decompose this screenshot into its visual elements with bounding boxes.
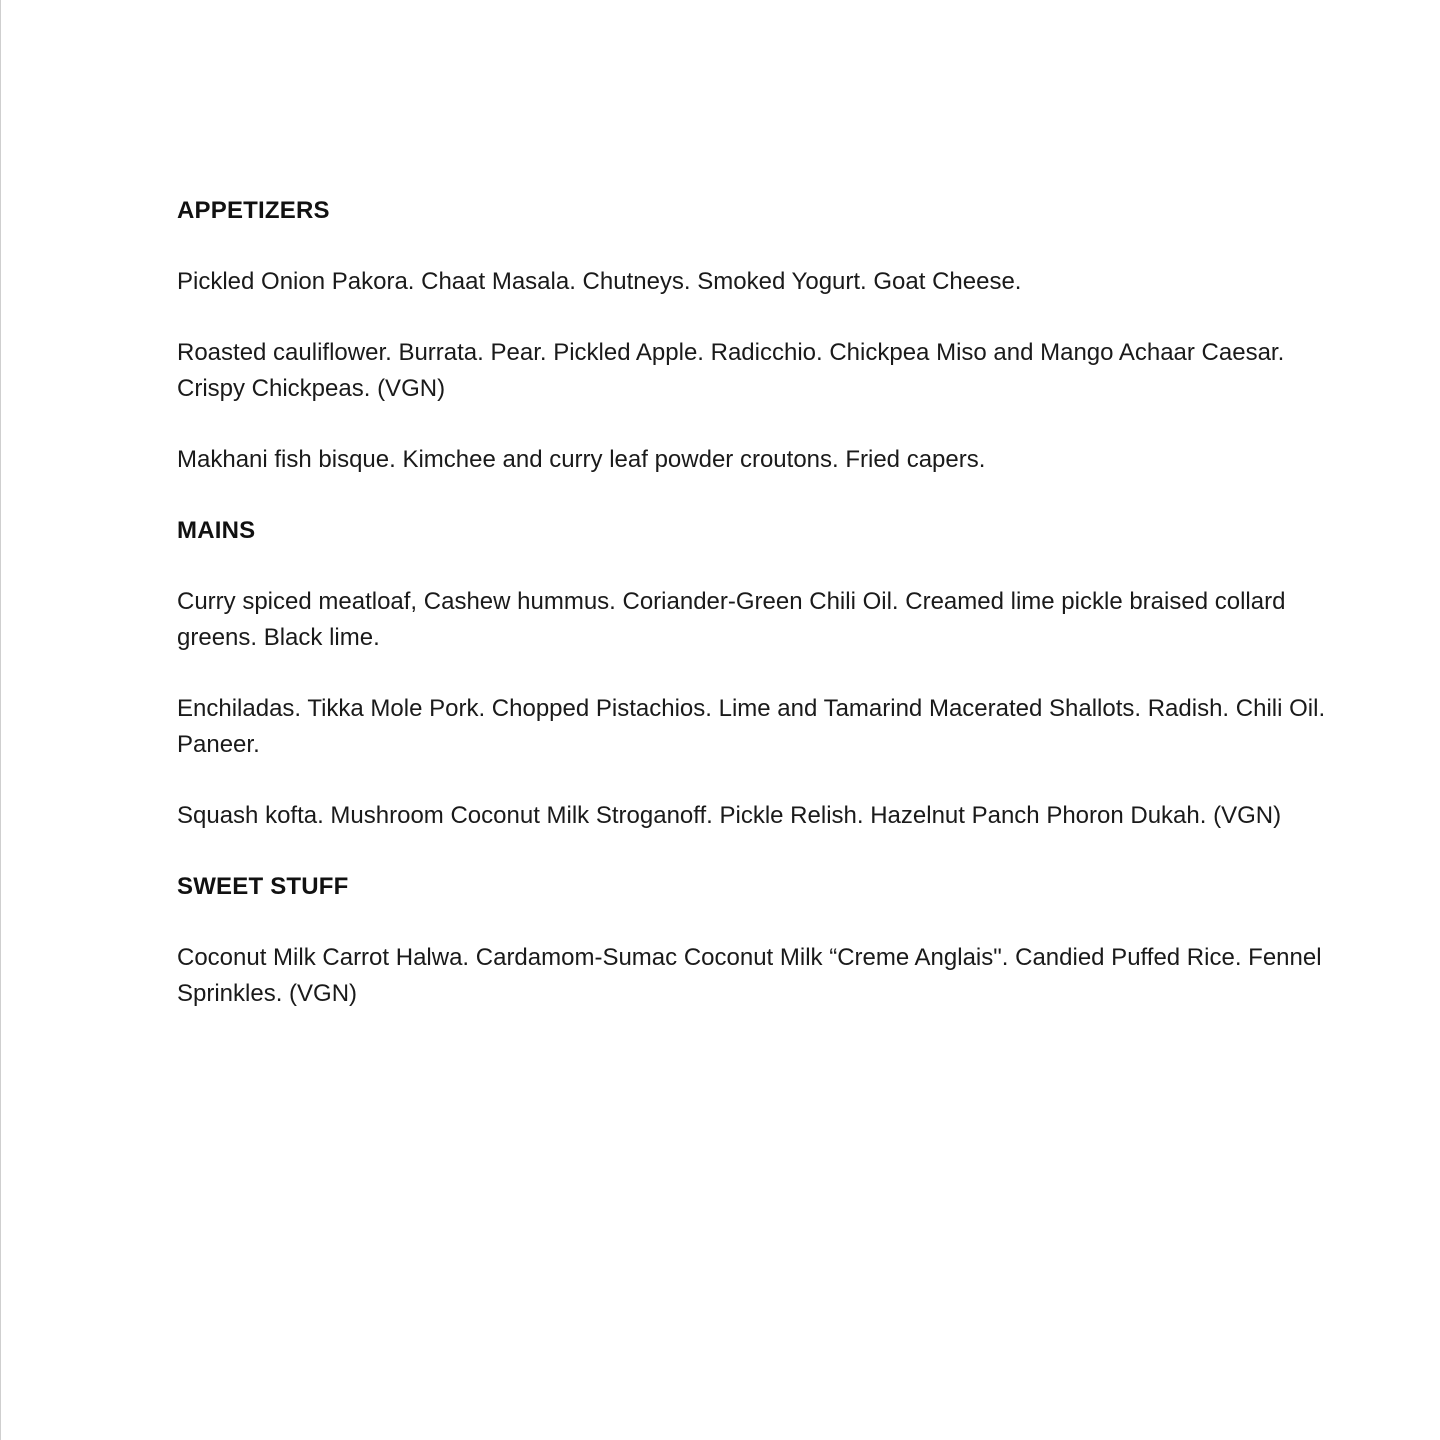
dish-item: Pickled Onion Pakora. Chaat Masala. Chutneys. Smoked Yogurt. Goat Cheese. <box>177 268 1022 295</box>
dish-item: Coconut Milk Carrot Halwa. Cardamom-Sumac Coconut Milk “Creme Anglais". Candied Puffed Rice. Fennel Sprinkles. (VGN) <box>177 944 1322 1007</box>
section-heading-appetizers: APPETIZERS <box>177 197 330 224</box>
menu-content <box>177 193 1327 1047</box>
section-mains <box>177 513 1327 834</box>
dish-item: Roasted cauliflower. Burrata. Pear. Pickled Apple. Radicchio. Chickpea Miso and Mango Achaar Caesar. Crispy Chickpeas. (VGN) <box>177 339 1285 402</box>
section-appetizers <box>177 193 1327 478</box>
section-heading-sweet-stuff: SWEET STUFF <box>177 873 349 900</box>
dish-item: Squash kofta. Mushroom Coconut Milk Stroganoff. Pickle Relish. Hazelnut Panch Phoron Dukah. (VGN) <box>177 802 1282 829</box>
section-sweet-stuff <box>177 869 1327 1012</box>
section-heading-mains: MAINS <box>177 517 256 544</box>
dish-item: Curry spiced meatloaf, Cashew hummus. Coriander-Green Chili Oil. Creamed lime pickle braised collard greens. Black lime. <box>177 588 1286 651</box>
dish-item: Makhani fish bisque. Kimchee and curry leaf powder croutons. Fried capers. <box>177 446 986 473</box>
dish-item: Enchiladas. Tikka Mole Pork. Chopped Pistachios. Lime and Tamarind Macerated Shallots. Radish. Chili Oil. Paneer. <box>177 695 1326 758</box>
